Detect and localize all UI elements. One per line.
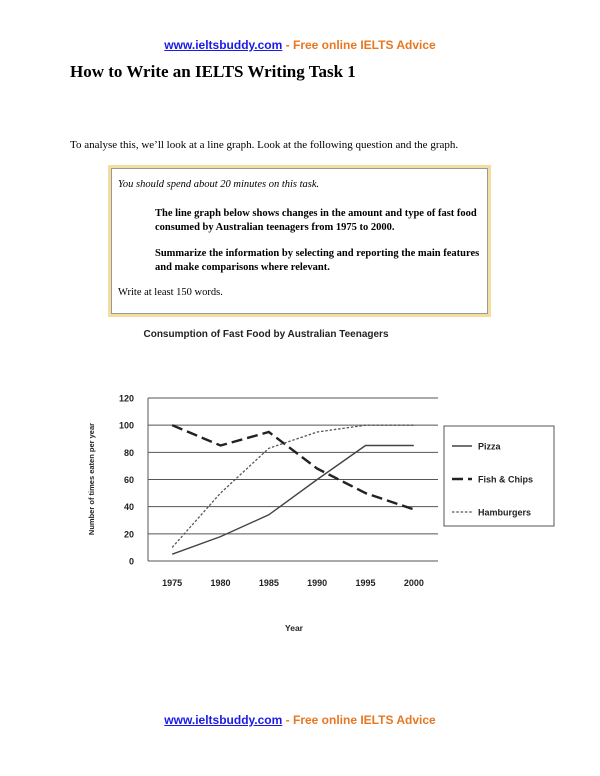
y-tick-label: 40 [123, 502, 134, 513]
x-tick-label: 1975 [162, 578, 183, 588]
y-tick-label: 100 [118, 420, 134, 431]
header-tagline: Free online IELTS Advice [293, 38, 436, 52]
task-box [111, 168, 488, 314]
y-tick-label: 20 [123, 529, 134, 540]
y-tick-labels [119, 394, 134, 567]
ieltsbuddy-footer-link[interactable]: www.ieltsbuddy.com [164, 713, 283, 727]
page-title: How to Write an IELTS Writing Task 1 [70, 62, 356, 81]
x-axis-label: Year [285, 623, 303, 633]
chart-title: Consumption of Fast Food by Australian Teenagers [143, 329, 389, 340]
x-tick-labels [162, 578, 424, 588]
series-line-pizza [172, 446, 414, 555]
x-tick-label: 1980 [210, 578, 231, 588]
legend-label-hamburgers: Hamburgers [478, 507, 532, 518]
intro-paragraph: To analyse this, we’ll look at a line graph. Look at the following question and the graph. [70, 139, 459, 151]
chart-legend [444, 426, 554, 526]
task-time-note: You should spend about 20 minutes on this task. [118, 179, 320, 190]
series-line-hamburgers [172, 425, 414, 547]
y-tick-label: 0 [128, 556, 134, 567]
task-word-count: Write at least 150 words. [118, 287, 223, 298]
task-prompt: The line graph below shows changes in the amount and type of fast food consumed by Australian teenagers from 1975 to 2000. [155, 208, 477, 233]
x-tick-label: 2000 [403, 578, 424, 588]
task-instruction: Summarize the information by selecting and reporting the main features and make comparisons where relevant. [155, 248, 480, 273]
chart-series [172, 425, 414, 554]
footer-separator: - [285, 713, 290, 727]
legend-label-pizza: Pizza [478, 441, 501, 452]
legend-label-fish-chips: Fish & Chips [478, 474, 534, 485]
header-separator: - [285, 38, 290, 52]
chart-grid [148, 398, 438, 561]
y-tick-label: 80 [123, 447, 134, 458]
line-chart [80, 322, 560, 642]
ieltsbuddy-link[interactable]: www.ieltsbuddy.com [164, 38, 283, 52]
page-header [0, 38, 600, 52]
x-tick-label: 1985 [258, 578, 279, 588]
x-tick-label: 1990 [307, 578, 328, 588]
y-tick-label: 60 [123, 475, 134, 485]
x-tick-label: 1995 [355, 578, 376, 588]
footer-tagline: Free online IELTS Advice [293, 713, 436, 727]
page-footer [0, 713, 600, 727]
y-tick-label: 120 [118, 393, 134, 404]
y-axis-label: Number of times eaten per year [87, 422, 96, 536]
